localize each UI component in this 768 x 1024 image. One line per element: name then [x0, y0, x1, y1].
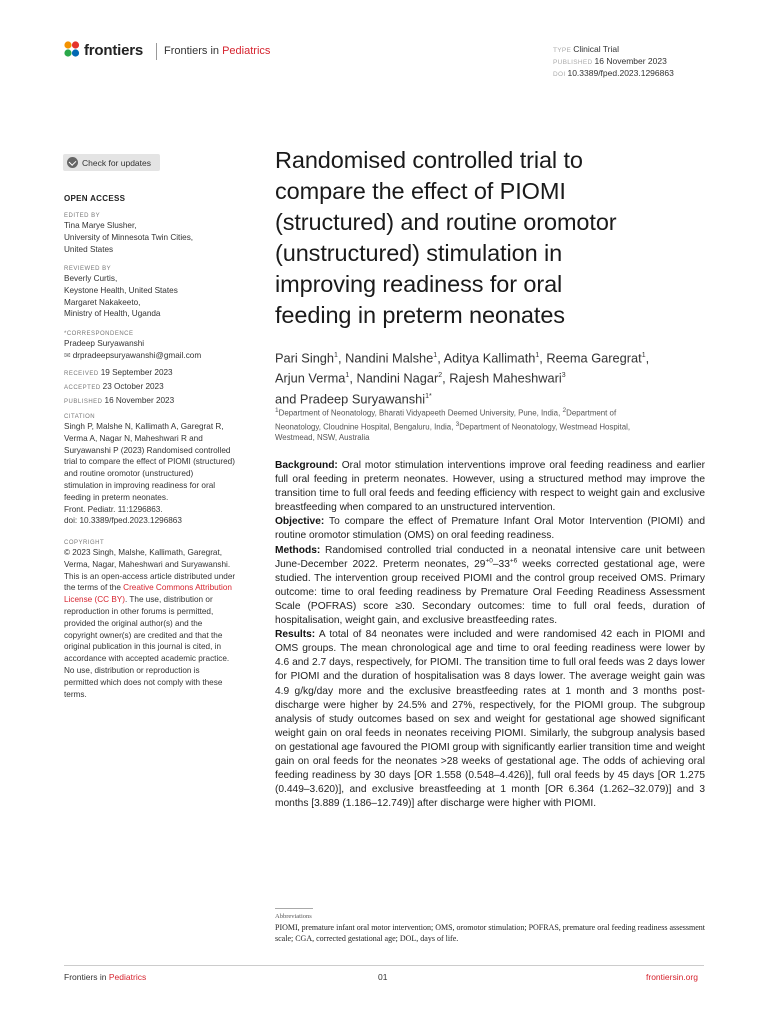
copyright-line: permitted which does not comply with these: [64, 677, 223, 687]
journal-name: [164, 45, 270, 57]
copyright-section: [64, 539, 260, 700]
abbreviations-divider: [275, 908, 313, 909]
copyright-line: Verma, Nagar, Maheshwari and Suryawanshi.: [64, 559, 231, 569]
citation-heading: CITATION: [64, 414, 96, 420]
title-line: (unstructured) stimulation in: [275, 240, 563, 266]
copyright-line: provided the original author(s) and the: [64, 618, 203, 628]
received-date: RECEIVED 19 September 2023: [64, 368, 173, 377]
journal-prefix: Frontiers in: [164, 45, 220, 57]
title-line: Randomised controlled trial to: [275, 147, 583, 173]
editor-affiliation: University of Minnesota Twin Cities,: [64, 232, 194, 242]
footer-divider: [64, 965, 704, 966]
citation-line: feeding in preterm neonates.: [64, 492, 169, 502]
check-icon: [67, 157, 78, 168]
abstract: [275, 459, 705, 811]
correspondence-email-row[interactable]: [64, 350, 260, 362]
abstract-objective: Objective: To compare the effect of Premature Infant Oral Motor Intervention (PIOMI) and routine oromotor stimulation (OMS) on oral feeding readiness.: [275, 516, 705, 542]
copyright-line: accordance with accepted academic practice.: [64, 654, 230, 664]
meta-doi[interactable]: DOI 10.3389/fped.2023.1296863: [553, 68, 674, 78]
copyright-line: copyright owner(s) are credited and that the: [64, 630, 223, 640]
citation-line: Front. Pediatr. 11:1296863.: [64, 504, 163, 514]
correspondence-section: [64, 330, 260, 362]
reviewer-1-name: Beverly Curtis,: [64, 274, 118, 283]
reviewed-by-heading: REVIEWED BY: [64, 266, 112, 272]
reviewed-by-section: [64, 265, 260, 320]
copyright-line: reproduction in other forums is permitted,: [64, 606, 214, 616]
edited-by-section: [64, 212, 260, 255]
abstract-background: Background: Oral motor stimulation interventions improve oral feeding readiness and earlier full oral feeding in preterm neonates. However, using a structured method may improve the transition time to full oral feeds and feeding efficiency with respect to weight gain and exclusive breastfeeding when compared to an unstructured intervention.: [275, 460, 705, 514]
copyright-line: © 2023 Singh, Malshe, Kallimath, Garegrat,: [64, 548, 223, 557]
author-line: Pari Singh$^1$, Nandini Malshe$^1$, Aditya Kallimath$^1$, Reema Garegrat$^1$,: [275, 350, 650, 366]
logo-wordmark: frontiers: [84, 41, 144, 59]
check-for-updates-label: Check for updates: [82, 157, 151, 168]
author-name[interactable]: Rajesh Maheshwari: [449, 370, 562, 386]
author-name[interactable]: Nandini Nagar: [356, 370, 439, 386]
footer-site-link[interactable]: frontiersin.org: [646, 972, 698, 982]
author-name[interactable]: Arjun Verma: [275, 370, 346, 386]
page-number: 01: [378, 972, 388, 982]
edited-by-heading: EDITED BY: [64, 213, 101, 219]
editor-country: United States: [64, 244, 114, 254]
author-list: [275, 347, 715, 408]
citation-line: Singh P, Malshe N, Kallimath A, Garegrat R,: [64, 422, 224, 431]
article-meta: [553, 44, 674, 80]
editor-name: Tina Marye Slusher,: [64, 221, 137, 230]
open-access-label: OPEN ACCESS: [64, 194, 126, 203]
abbreviations-heading: Abbreviations: [275, 913, 312, 920]
frontiers-logo-icon: [64, 41, 80, 59]
title-line: compare the effect of PIOMI: [275, 178, 566, 204]
article-title: [275, 145, 715, 331]
dates-section: [64, 367, 260, 408]
copyright-line: terms.: [64, 689, 87, 699]
citation-line: Verma A, Nagar N, Maheshwari R and: [64, 433, 203, 443]
footer-journal: Frontiers in Pediatrics: [64, 972, 147, 982]
abstract-methods: Methods: Randomised controlled trial conducted in a neonatal intensive care unit between June-December 2022. Preterm neonates, $29^{+0}-33^{+6}$ weeks corrected gestational age, were studied. The intervention group received PIOMI and the control group received OMS. Primary outcome: time to oral feeding readiness by Premature Oral Feeding Readiness Assessment Scale (POFRAS) score ≥30. Secondary outcomes: time to full oral feeds, duration of hospitalisation, weight gain, and exclusive breastfeeding rates.: [275, 544, 705, 627]
reviewer-2-affiliation: Ministry of Health, Uganda: [64, 309, 161, 319]
correspondence-name: Pradeep Suryawanshi: [64, 339, 145, 348]
copyright-line: No use, distribution or reproduction is: [64, 665, 200, 675]
author-name[interactable]: Reema Garegrat: [546, 350, 642, 366]
citation-line: trial to compare the effect of PIOMI (structured): [64, 457, 235, 467]
mail-icon: ✉: [64, 350, 71, 360]
affiliations: [275, 405, 715, 443]
author-name[interactable]: and Pradeep Suryawanshi: [275, 390, 426, 406]
title-line: (structured) and routine oromotor: [275, 209, 617, 235]
citation-line: and routine oromotor (unstructured): [64, 469, 194, 479]
copyright-line: original publication in this journal is cited, in: [64, 642, 222, 652]
copyright-heading: COPYRIGHT: [64, 540, 105, 546]
reviewer-2-name: Margaret Nakakeeto,: [64, 297, 141, 307]
reviewer-1-affiliation: Keystone Health, United States: [64, 285, 178, 295]
abstract-results: Results: A total of 84 neonates were included and were randomised 42 each in PIOMI and OMS groups. The mean chronological age and time to oral feeding readiness were lower by 4.6 and 2.7 days, respectively, for PIOMI. The transition time to full oral feeds was 2 days lower for PIOMI and the duration of hospitalisation was 8 days lower. The average weight gain was 4.9 g/kg/day more and the exclusive breastfeeding rates at 1 month and 3 months post-discharge were higher by 24.5% and 27%, respectively, for the PIOMI group. The subgroup analysis of study outcomes based on sex and weight for gestational age showed significant weight gain on oral feeds in neonates receiving PIOMI. Similarly, the subgroup analysis based on gestational age favoured the PIOMI group with significantly earlier transition time and weight gain on oral feeds for the neonates >28 weeks of gestational age. The odds of achieving oral feeding readiness by 30 days [OR 1.558 (0.548–4.426)], full oral feeds by 45 days [OR 1.275 (0.449–3.620)], and exclusive breastfeeding at 1 month [OR 6.364 (1.262–32.079)] and 3 months [3.889 (1.186–12.749)] after discharge were higher with PIOMI.: [275, 629, 705, 810]
meta-type: TYPE Clinical Trial: [553, 44, 620, 54]
check-for-updates-button[interactable]: [63, 154, 160, 171]
affiliation-line: Neonatology, Cloudnine Hospital, Bengaluru, India, $^3$Department of Neonatology, Westmead Hospital,: [275, 420, 631, 432]
affiliation-line: Westmead, NSW, Australia: [275, 433, 370, 443]
author-name[interactable]: Pari Singh: [275, 350, 335, 366]
citation-section: [64, 413, 260, 527]
cc-by-link[interactable]: License (CC BY): [64, 595, 125, 605]
correspondence-heading: *CORRESPONDENCE: [64, 331, 134, 337]
copyright-line: the terms of the Creative Commons Attribution: [64, 583, 232, 593]
cc-license-link[interactable]: Creative Commons Attribution: [123, 583, 232, 593]
copyright-line: This is an open-access article distributed under: [64, 571, 236, 581]
frontiers-logo: [64, 41, 143, 59]
author-name[interactable]: Nandini Malshe: [345, 350, 434, 366]
author-name[interactable]: Aditya Kallimath: [443, 350, 536, 366]
accepted-date: ACCEPTED 23 October 2023: [64, 381, 164, 391]
affiliation-line: $^1$Department of Neonatology, Bharati Vidyapeeth Deemed University, Pune, India, $^2$Department of: [275, 407, 617, 418]
citation-line: Suryawanshi P (2023) Randomised controlled: [64, 445, 231, 455]
copyright-line: License (CC BY). The use, distribution or: [64, 595, 213, 605]
abbreviations-text: PIOMI, premature infant oral motor intervention; OMS, oromotor stimulation; POFRAS, premature oral feeding readiness assessment scale; CGA, corrected gestational age; DOL, days of life.: [275, 923, 705, 943]
citation-doi[interactable]: doi: 10.3389/fped.2023.1296863: [64, 516, 182, 526]
author-line: Arjun Verma$^1$, Nandini Nagar$^2$, Rajesh Maheshwari$^3$: [275, 370, 566, 386]
citation-line: stimulation in improving readiness for oral: [64, 480, 216, 490]
correspondence-email[interactable]: drpradeepsuryawanshi@gmail.com: [72, 350, 202, 360]
published-date: PUBLISHED 16 November 2023: [64, 395, 175, 405]
author-line: and Pradeep Suryawanshi$^{1*}$: [275, 390, 432, 406]
title-line: improving readiness for oral: [275, 271, 563, 297]
journal-accent: Pediatrics: [222, 45, 271, 57]
header-divider: [156, 43, 157, 60]
meta-published: PUBLISHED 16 November 2023: [553, 56, 667, 66]
title-line: feeding in preterm neonates: [275, 302, 565, 328]
